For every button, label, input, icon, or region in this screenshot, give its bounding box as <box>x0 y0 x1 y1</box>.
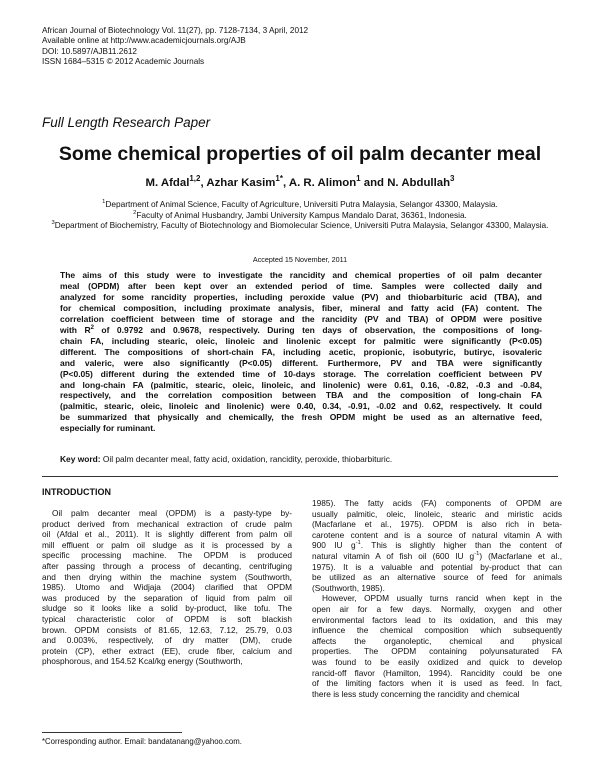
text-line: there is less study concerning the rancidity and chemical <box>312 688 520 699</box>
text-line: be utilized as an alternative source of feed for animals <box>312 572 562 583</box>
section-divider <box>42 476 558 477</box>
footnote: *Corresponding author. Email: bandatanang@yahoo.com. <box>42 737 242 746</box>
text-line: typical characteristic color of OPDM is soft blackish <box>42 613 292 624</box>
accepted-date: Accepted 15 November, 2011 <box>252 255 348 264</box>
journal-header <box>42 26 308 68</box>
text-line: mill effluent or palm oil sludge as it is processed by a <box>42 539 292 550</box>
text-line: carotene content and is a source of natural vitamin A with <box>312 529 562 540</box>
footnote-divider <box>42 732 182 733</box>
keywords-text: Oil palm decanter meal, fatty acid, oxidation, rancidity, peroxide, thiobarbituric. <box>102 454 393 464</box>
journal-citation: African Journal of Biotechnology Vol. 11(27), pp. 7128-7134, 3 April, 2012 <box>42 26 309 35</box>
keywords-label: Key word: <box>60 454 101 464</box>
issn-line: ISSN 1684–5315 © 2012 Academic Journals <box>42 57 205 67</box>
text-line: environmental factors lead to its oxidation, and this may <box>312 614 562 625</box>
availability-line: Available online at http://www.academicjournals.org/AJB <box>42 36 246 46</box>
author-name: A. R. Alimon <box>288 177 357 189</box>
author-name: Azhar Kasim <box>206 177 276 189</box>
paper-type: Full Length Research Paper <box>42 115 211 130</box>
body-column-left <box>42 508 292 667</box>
text-line: and then drying within the machine system (Southworth, <box>42 571 292 582</box>
text-line: 900 IU $g^{-1}$. This is slightly higher than the content of <box>312 540 562 551</box>
text-line: chain FA, including stearic, oleic, linoleic and linolenic except for palmitic were significantly (P<0.05) <box>60 335 542 346</box>
text-line: 1975). It is a valuable and potential by-product that can <box>312 561 562 572</box>
text-line: with $R^2$ of 0.9792 and 0.9678, respectively. During ten days of observation, the compositions of long- <box>60 324 542 335</box>
text-line: protein (CP), ether extract (EE), crude fiber, calcium and <box>42 645 292 656</box>
section-heading: INTRODUCTION <box>42 487 111 497</box>
text-line: sludge so it looks like a solid by-product, like tofu. The <box>42 603 292 614</box>
text-line: product derived from mechanical extraction of crude palm <box>42 518 292 529</box>
abstract <box>60 270 542 434</box>
affiliation: $^3$Department of Biochemistry, Faculty of Biotechnology and Biomolecular Science, Universiti Putra Malaysia, Selangor 43300, Malaysia. <box>51 220 549 231</box>
author-affiliation-mark: 1* <box>275 174 283 184</box>
text-line: oil (Afdal et al., 2011). It is slightly different from palm oil <box>42 529 292 540</box>
text-line: correlation coefficient between time of storage and the rancidity (PV and TBA) of OPDM were positive <box>60 313 542 324</box>
text-line: usually palmitic, oleic, linoleic, stearic and miristic acids <box>312 508 562 519</box>
text-line: (P<0.05) different during the extended time of 10-days storage. The correlation coefficient between PV <box>60 368 542 379</box>
keywords <box>60 454 542 464</box>
doi-line: DOI: 10.5897/AJB11.2612 <box>42 46 137 56</box>
text-line: was produced by the separation of liquid from palm oil <box>42 592 292 603</box>
author-affiliation-mark: 3 <box>450 174 455 184</box>
text-line: 1985). Utomo and Widjaja (2004) clarified that OPDM <box>42 582 292 593</box>
text-line: open air for a few days. Normally, oxygen and other <box>312 603 562 614</box>
text-line: natural vitamin A of fish oil (600 IU $g^{-1}$) (Macfarlane et al., <box>312 550 562 561</box>
author-name: N. Abdullah <box>387 177 451 189</box>
text-line: affects the organoleptic, chemical and physical <box>312 635 562 646</box>
text-line: brown. OPDM consists of 81.65, 12.63, 7.12, 25.79, 0.03 <box>42 624 292 635</box>
paper-title: Some chemical properties of oil palm decanter meal <box>58 143 542 165</box>
affiliations <box>44 199 556 231</box>
text-line: rancid-off flavor (Hamilton, 1994). Rancidity could be one <box>312 667 562 678</box>
text-line: phosphorous, and 154.52 Kcal/kg energy (Southworth, <box>42 656 243 667</box>
text-line: However, OPDM usually turns rancid when kept in the <box>322 593 562 604</box>
text-line: was found to be easily oxidized and quick to develop <box>312 656 562 667</box>
affiliation: $^1$Department of Animal Science, Faculty of Agriculture, Universiti Putra Malaysia, Selangor 43300, Malaysia. <box>102 199 498 209</box>
text-line: properties. The OPDM containing polyunsaturated FA <box>312 646 562 657</box>
text-line: (Macfarlane et al., 1975). OPDM is also rich in beta- <box>312 519 562 530</box>
text-line: and 0.003%, respectively, of dry matter (DM), crude <box>42 635 292 646</box>
author-list: M. Afdal$^{1,2}$, Azhar Kasim$^{1*}$, A. R. Alimon$^1$ and N. Abdullah$^3$ <box>145 174 455 189</box>
text-line: different. The compositions of short-chain FA, including acetic, propionic, isobutyric, butiryc, isovaleric <box>60 346 542 357</box>
text-line: meal (OPDM) after been kept over an extended period of time. Samples were collected daily and <box>60 280 542 291</box>
affiliation: $^2$Faculty of Animal Husbandry, Jambi University Kampus Mandalo Darat, 36361, Indonesia. <box>133 209 467 220</box>
author-affiliation-mark: 1,2 <box>189 174 201 184</box>
text-line: (Southworth, 1985). <box>312 582 385 593</box>
text-line: after passing through a process of decanting, centrifuging <box>42 560 292 571</box>
author-affiliation-mark: 1 <box>356 174 361 184</box>
text-line: analyzed for some rancidity properties, including peroxide value (PV) and thiobarbituric acid (TBA), and <box>60 291 542 302</box>
text-line: for chemical composition, including proximate analysis, fiber, mineral and fatty acid (FA) content. The <box>60 302 542 313</box>
body-column-right <box>312 498 562 699</box>
text-line: respectively, and the correlation composition between TBA and the composition of long-chain FA <box>60 390 542 401</box>
text-line: and long-chain FA (palmitic, stearic, oleic, linoleic, and linolenic) were 0.61, 0.16, -0.82, -0.3 and -0.84, <box>60 379 542 390</box>
text-line: (palmitic, stearic, oleic, linoleic and linolenic) were 0.40, 0.34, -0.91, -0.02 and 0.62, respectively. It could <box>60 401 542 412</box>
text-line: Oil palm decanter meal (OPDM) is a pasty-type by- <box>52 508 292 518</box>
text-line: 1985). The fatty acids (FA) components of OPDM are <box>312 498 562 508</box>
text-line: and valeric, were also significantly (P<0.05) different. Furthermore, PV and TBA were significantly <box>60 357 542 368</box>
author-name: M. Afdal <box>145 177 190 189</box>
text-line: specific processing machine. The OPDM is produced <box>42 550 292 561</box>
text-line: influence the chemical composition which subsequently <box>312 625 562 636</box>
text-line: especially for ruminant. <box>60 423 156 434</box>
text-line: of the limiting factors when it is used as feed. In fact, <box>312 678 562 689</box>
text-line: The aims of this study were to investigate the rancidity and chemical properties of oil palm decanter <box>60 270 542 280</box>
text-line: be summarized that physically and chemically, the fresh OPDM might be used as an alternative feed, <box>60 412 542 423</box>
